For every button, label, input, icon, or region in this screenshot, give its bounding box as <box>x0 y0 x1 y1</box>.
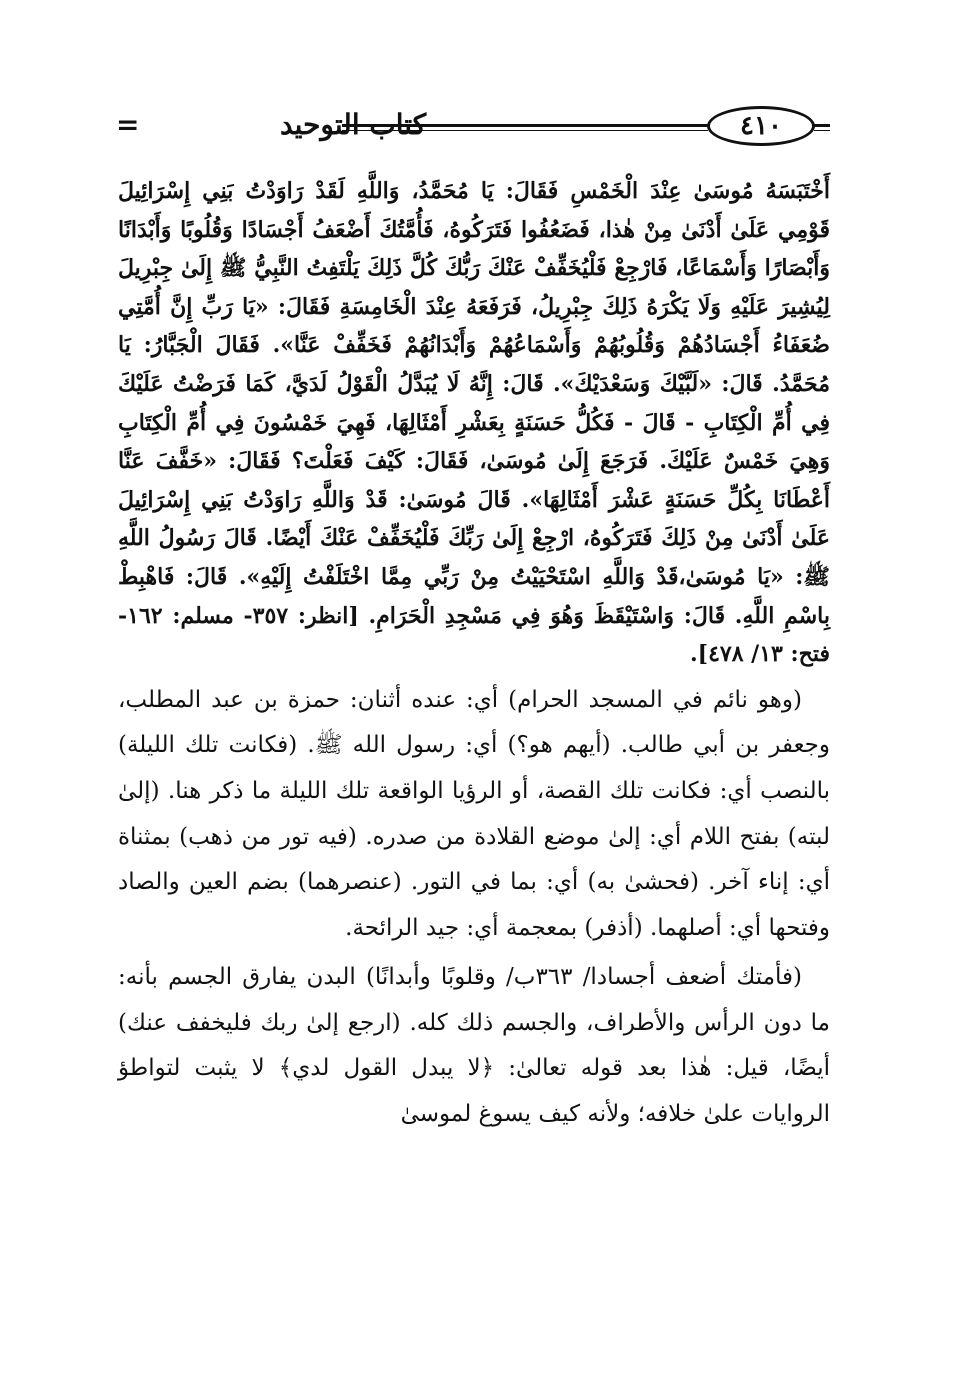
page-body <box>118 172 830 1138</box>
page-number: ٤١٠ <box>707 106 815 146</box>
header-end-mark: = <box>116 108 140 141</box>
page-header <box>110 104 830 150</box>
commentary-paragraph: (فأمتك أضعف أجسادا/ ٣٦٣ب/ وقلوبًا وأبدانًا) البدن يفارق الجسم بأنه: ما دون الرأس والأطراف، والجسم ذلك كله. (ارجع إلىٰ ربك فليخفف عنك) أيضًا، قيل: هٰذا بعد قوله تعالىٰ: ﴿لا يبدل القول لدي﴾ لا يثبت لتواطؤ الروايات علىٰ خلافه؛ ولأنه كيف يسوغ لموسىٰ <box>118 964 830 1128</box>
header-rule <box>814 124 830 127</box>
commentary-paragraph: (وهو نائم في المسجد الحرام) أي: عنده أثنان: حمزة بن عبد المطلب، وجعفر بن أبي طالب. (أيهم هو؟) أي: رسول الله ﷺ. (فكانت تلك الليلة) بالنصب أي: فكانت تلك القصة، أو الرؤيا الواقعة تلك الليلة ما ذكر هنا. (إلىٰ لبته) بفتح اللام أي: إلىٰ موضع القلادة من صدره. (فيه تور من ذهب) بمثناة أي: إناء آخر. (فحشىٰ به) أي: بما في التور. (عنصرهما) بضم العين والصاد وفتحها أي: أصلهما. (أذفر) بمعجمة أي: جيد الرائحة. <box>118 686 830 941</box>
hadith-text: أَخْتَبَسَهُ مُوسَىٰ عِنْدَ الْخَمْسِ فَقَالَ: يَا مُحَمَّدُ، وَاللَّهِ لَقَدْ رَاوَدْتُ بَنِي إِسْرَائِيلَ قَوْمِي عَلَىٰ أَدْنَىٰ مِنْ هٰذا، فَضَعُفُوا فَتَرَكُوهُ، فَأُمَّتُكَ أَضْعَفُ أَجْسَادًا وَقُلُوبًا وَأَبْدَانًا وَأَبْصَارًا وَأَسْمَاعًا، فَارْجِعْ فَلْيُخَفِّفْ عَنْكَ رَبُّكَ كُلَّ ذَلِكَ يَلْتَفِتُ النَّبِيُّ ﷺ إِلَىٰ جِبْرِيلَ لِيُشِيرَ عَلَيْهِ وَلَا يَكْرَهُ ذَلِكَ جِبْرِيلُ، فَرَفَعَهُ عِنْدَ الْخَامِسَةِ فَقَالَ: «يَا رَبِّ إِنَّ أُمَّتِي ضُعَفَاءُ أَجْسَادُهُمْ وَقُلُوبُهُمْ وَأَسْمَاعُهُمْ وَأَبْدَانُهُمْ فَخَفِّفْ عَنَّا». فَقَالَ الْجَبَّارُ: يَا مُحَمَّدُ. قَالَ: «لَبَّيْكَ وَسَعْدَيْكَ». قَالَ: إِنَّهُ لَا يُبَدَّلُ الْقَوْلُ لَدَيَّ، كَمَا فَرَضْتُ عَلَيْكَ فِي أُمِّ الْكِتَابِ - قَالَ - فَكُلُّ حَسَنَةٍ بِعَشْرِ أَمْثَالِهَا، فَهِيَ خَمْسُونَ فِي أُمِّ الْكِتَابِ وَهِيَ خَمْسٌ عَلَيْكَ. فَرَجَعَ إِلَىٰ مُوسَىٰ، فَقَالَ: كَيْفَ فَعَلْتَ؟ فَقَالَ: «خَفَّفَ عَنَّا أَعْطَانَا بِكُلِّ حَسَنَةٍ عَشْرَ أَمْثَالِهَا». قَالَ مُوسَىٰ: قَدْ وَاللَّهِ رَاوَدْتُ بَنِي إِسْرَائِيلَ عَلَىٰ أَدْنَىٰ مِنْ ذَلِكَ فَتَرَكُوهُ، ارْجِعْ إِلَىٰ رَبِّكَ فَلْيُخَفِّفْ عَنْكَ أَيْضًا. قَالَ رَسُولُ اللَّهِ ﷺ: «يَا مُوسَىٰ،قَدْ وَاللَّهِ اسْتَحْيَيْتُ مِنْ رَبِّي مِمَّا اخْتَلَفْتُ إِلَيْهِ». قَالَ: فَاهْبِطْ بِاسْمِ اللَّهِ. قَالَ: وَاسْتَيْقَظَ وَهُوَ فِي مَسْجِدِ الْحَرَامِ. [انظر: ٣٥٧- مسلم: ١٦٢- فتح: ١٣/ ٤٧٨]. <box>118 178 830 668</box>
header-rule <box>814 130 830 131</box>
book-title: كتاب التوحيد <box>279 108 427 141</box>
